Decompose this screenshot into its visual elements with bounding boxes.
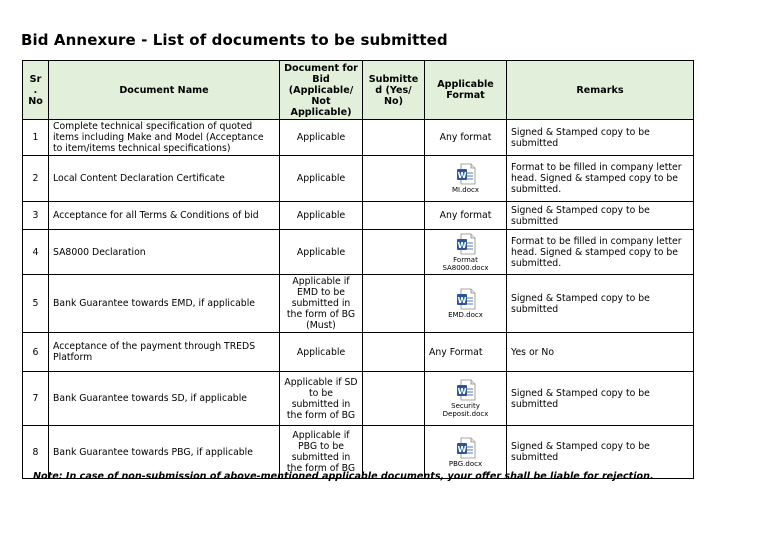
table-row <box>23 333 694 372</box>
attached-word-file[interactable] <box>429 288 502 319</box>
row-applicable-format: Any format <box>425 120 507 156</box>
rejection-note: Note: In case of non-submission of above-mentioned applicable documents, your offer shall be liable for rejection. <box>33 471 654 482</box>
table-row <box>23 372 694 426</box>
row-applicable: Applicable <box>280 333 363 372</box>
row-remarks: Format to be filled in company letter head. Signed & stamped copy to be submitted. <box>507 156 694 202</box>
header-applicable: Document for Bid (Applicable/ Not Applicable) <box>280 61 363 120</box>
row-remarks: Yes or No <box>507 333 694 372</box>
word-doc-icon <box>456 288 476 310</box>
row-remarks: Signed & Stamped copy to be submitted <box>507 202 694 230</box>
page-title: Bid Annexure - List of documents to be submitted <box>21 31 448 49</box>
row-document-name: Bank Guarantee towards EMD, if applicable <box>49 275 280 333</box>
row-submitted <box>363 202 425 230</box>
row-applicable: Applicable <box>280 202 363 230</box>
header-applicable-format: Applicable Format <box>425 61 507 120</box>
word-doc-icon <box>456 163 476 185</box>
row-applicable-format <box>425 372 507 426</box>
row-applicable-format: Any Format <box>425 333 507 372</box>
row-submitted <box>363 230 425 275</box>
row-sr-no: 2 <box>23 156 49 202</box>
attached-word-file[interactable] <box>429 233 502 272</box>
table-header-row <box>23 61 694 120</box>
row-document-name: Acceptance of the payment through TREDS Platform <box>49 333 280 372</box>
row-sr-no: 3 <box>23 202 49 230</box>
table-row <box>23 275 694 333</box>
table-row <box>23 202 694 230</box>
row-applicable-format <box>425 230 507 275</box>
row-applicable-format <box>425 275 507 333</box>
row-remarks: Signed & Stamped copy to be submitted <box>507 120 694 156</box>
attached-file-name: Security Deposit.docx <box>442 402 489 418</box>
row-remarks: Signed & Stamped copy to be submitted <box>507 426 694 479</box>
row-sr-no: 1 <box>23 120 49 156</box>
row-submitted <box>363 372 425 426</box>
svg-text:W: W <box>457 387 466 396</box>
row-applicable-format <box>425 156 507 202</box>
documents-table <box>22 60 694 479</box>
row-document-name: Bank Guarantee towards SD, if applicable <box>49 372 280 426</box>
row-submitted <box>363 333 425 372</box>
attached-file-name: MI.docx <box>451 186 480 194</box>
word-doc-icon <box>456 379 476 401</box>
row-sr-no: 6 <box>23 333 49 372</box>
attached-file-name: Format SA8000.docx <box>442 255 489 272</box>
row-applicable: Applicable <box>280 156 363 202</box>
row-sr-no: 5 <box>23 275 49 333</box>
word-doc-icon <box>456 233 476 255</box>
table-row <box>23 230 694 275</box>
svg-text:W: W <box>457 171 466 180</box>
row-applicable: Applicable <box>280 230 363 275</box>
table-row <box>23 156 694 202</box>
header-document-name: Document Name <box>49 61 280 120</box>
svg-text:W: W <box>457 444 466 454</box>
row-submitted <box>363 120 425 156</box>
row-sr-no: 4 <box>23 230 49 275</box>
row-submitted <box>363 156 425 202</box>
attached-file-name: EMD.docx <box>448 311 483 319</box>
row-sr-no: 7 <box>23 372 49 426</box>
svg-text:W: W <box>457 240 466 250</box>
row-document-name: SA8000 Declaration <box>49 230 280 275</box>
attached-word-file[interactable] <box>429 379 502 418</box>
row-remarks: Format to be filled in company letter head. Signed & stamped copy to be submitted. <box>507 230 694 275</box>
attached-word-file[interactable] <box>429 163 502 194</box>
row-applicable-format: Any format <box>425 202 507 230</box>
table-row <box>23 120 694 156</box>
header-submitted: Submitte d (Yes/ No) <box>363 61 425 120</box>
row-document-name: Local Content Declaration Certificate <box>49 156 280 202</box>
row-applicable: Applicable if EMD to be submitted in the form of BG (Must) <box>280 275 363 333</box>
header-remarks: Remarks <box>507 61 694 120</box>
header-sr-no: Sr . No <box>23 61 49 120</box>
row-submitted <box>363 275 425 333</box>
row-remarks: Signed & Stamped copy to be submitted <box>507 372 694 426</box>
row-sr-no: 8 <box>23 426 49 479</box>
row-applicable: Applicable if PBG to be submitted in the form of BG <box>280 426 363 479</box>
svg-text:W: W <box>457 296 466 305</box>
row-document-name: Acceptance for all Terms & Conditions of bid <box>49 202 280 230</box>
word-doc-icon <box>456 437 476 459</box>
row-applicable: Applicable if SD to be submitted in the form of BG <box>280 372 363 426</box>
row-document-name: Bank Guarantee towards PBG, if applicable <box>49 426 280 479</box>
attached-file-name: PBG.docx <box>448 459 483 468</box>
attached-word-file[interactable] <box>429 437 502 468</box>
row-applicable: Applicable <box>280 120 363 156</box>
row-remarks: Signed & Stamped copy to be submitted <box>507 275 694 333</box>
row-document-name: Complete technical specification of quoted items including Make and Model (Acceptance to item/items technical specifications) <box>49 120 280 156</box>
